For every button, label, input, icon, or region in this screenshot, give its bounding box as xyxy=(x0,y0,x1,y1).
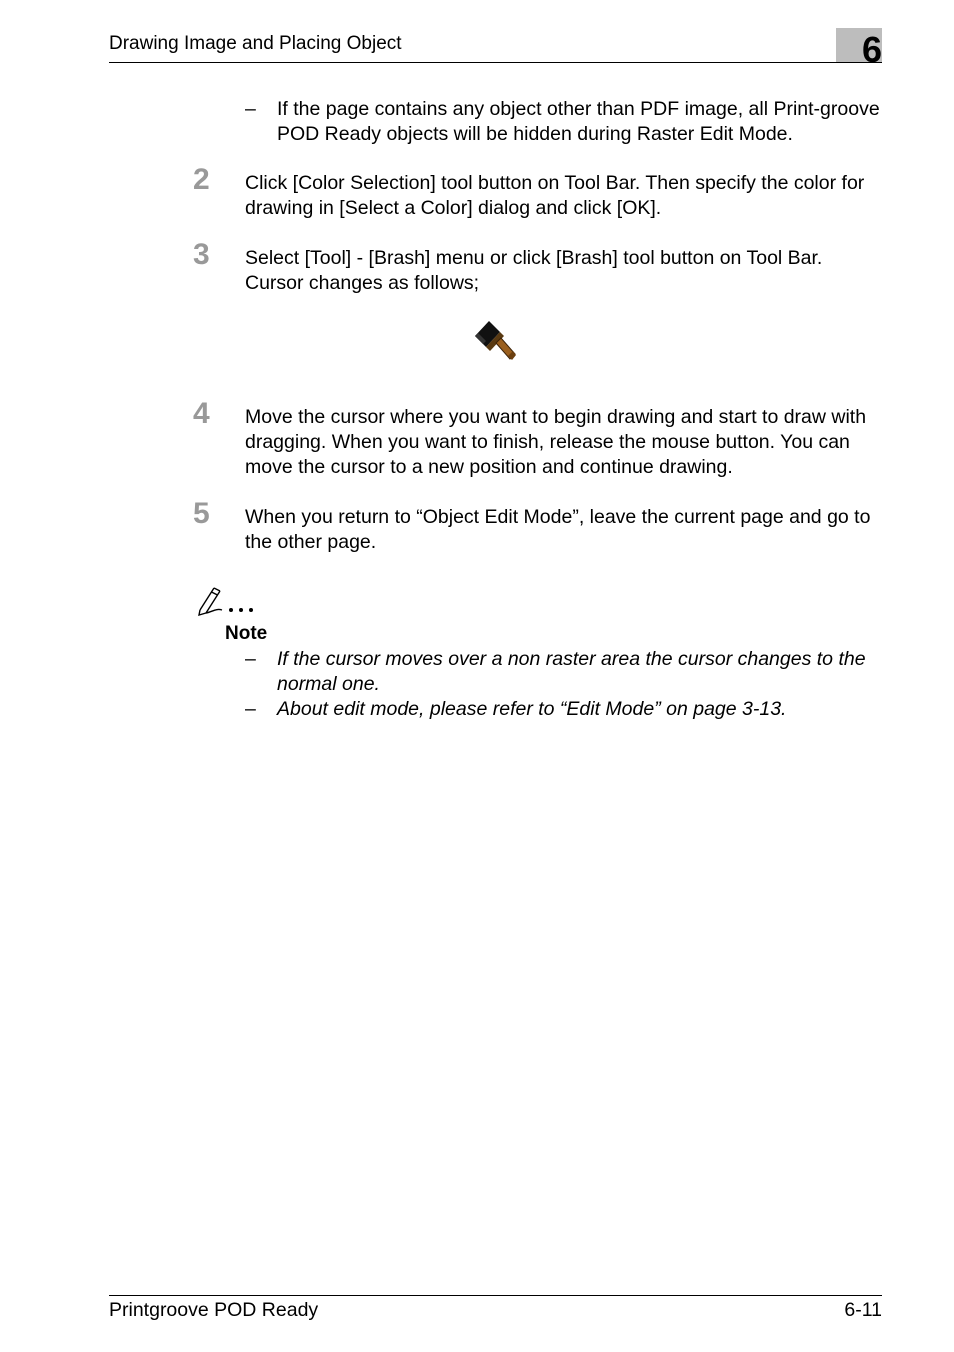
running-header-title: Drawing Image and Placing Object xyxy=(109,33,402,54)
note-item-dash: – xyxy=(245,648,256,670)
step-text: Click [Color Selection] tool button on Tool Bar. Then specify the color for drawing in [Select a Color] dialog and click [OK]. xyxy=(245,172,865,219)
footer-page-number: 6-11 xyxy=(844,1299,882,1321)
note-item-text: About edit mode, please refer to “Edit Mode” on page 3-13. xyxy=(277,698,787,720)
note-item-dash: – xyxy=(245,698,256,720)
pencil-note-icon xyxy=(196,582,262,616)
step-text: When you return to “Object Edit Mode”, leave the current page and go to the other page. xyxy=(245,506,871,553)
footer-divider xyxy=(109,1295,882,1296)
step-number: 2 xyxy=(193,163,210,196)
brush-cursor-icon xyxy=(472,318,518,366)
chapter-number: 6 xyxy=(861,29,882,70)
step-text: Move the cursor where you want to begin drawing and start to draw with dragging. When you want to finish, release the mouse button. You can move the cursor to a new position and continue drawing. xyxy=(245,406,867,478)
step-text: Select [Tool] - [Brash] menu or click [Brash] tool button on Tool Bar. Cursor changes as follows; xyxy=(245,247,823,294)
chapter-tab xyxy=(836,28,882,70)
step-number: 3 xyxy=(193,238,210,271)
footer-product-name: Printgroove POD Ready xyxy=(109,1299,319,1321)
header-divider xyxy=(109,62,882,63)
step-number: 5 xyxy=(193,497,210,530)
intro-bullet-dash: – xyxy=(245,98,256,120)
note-item-text: If the cursor moves over a non raster area the cursor changes to the normal one. xyxy=(277,648,866,695)
intro-bullet-text: If the page contains any object other than PDF image, all Print-groove POD Ready objects will be hidden during Raster Edit Mode. xyxy=(277,98,880,145)
step-number: 4 xyxy=(193,397,210,430)
note-label: Note xyxy=(225,623,268,644)
